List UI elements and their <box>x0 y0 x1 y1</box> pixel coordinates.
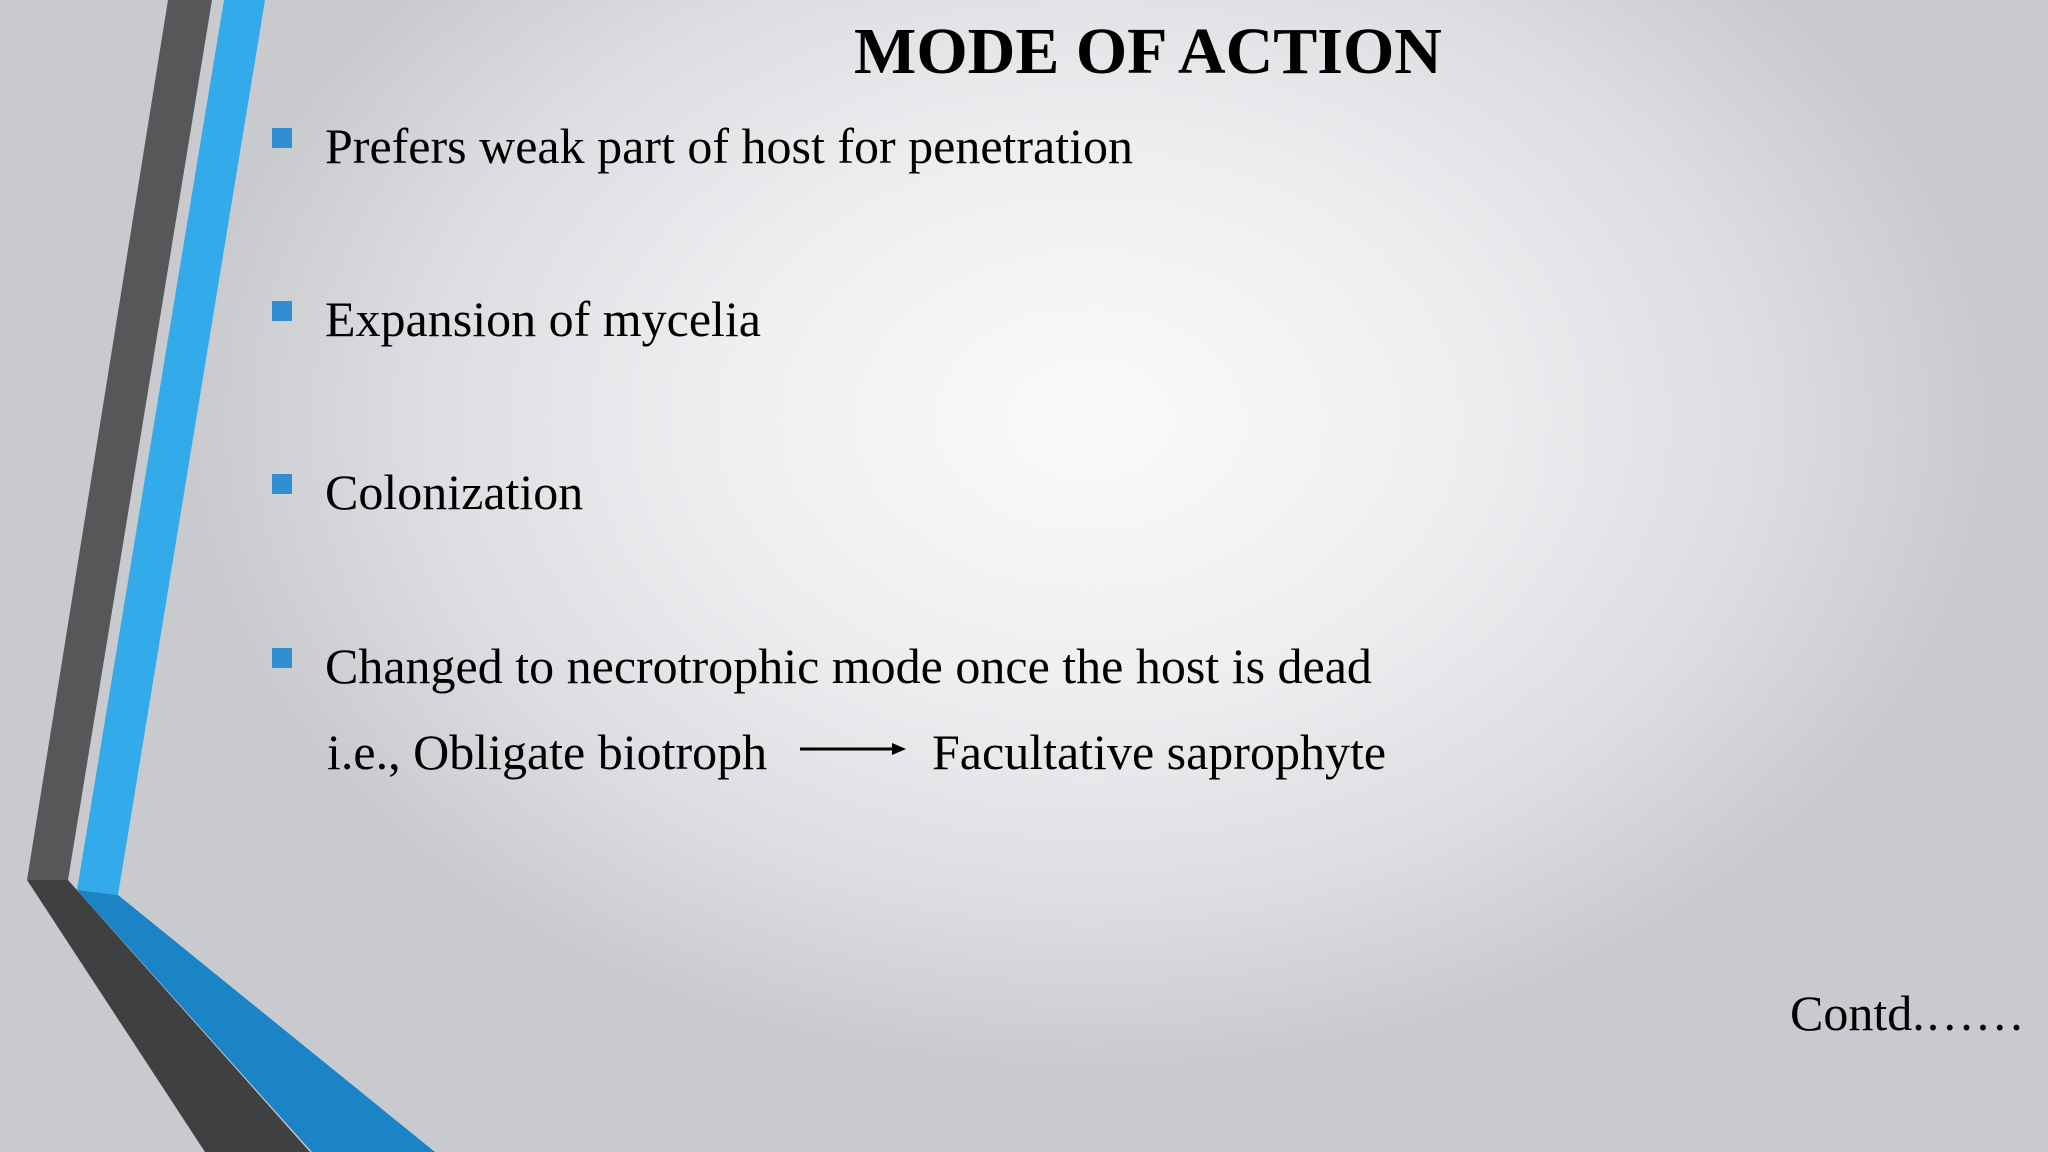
right-arrow-icon <box>800 741 906 757</box>
bullet-marker-1 <box>272 128 292 148</box>
bullet-text-4: Changed to necrotrophic mode once the host is dead <box>325 638 1372 694</box>
sub-line-left: i.e., Obligate biotroph <box>327 724 768 780</box>
bullet-text-3: Colonization <box>325 464 584 520</box>
bullet-marker-2 <box>272 301 292 321</box>
bullet-text-1: Prefers weak part of host for penetration <box>325 118 1134 174</box>
bullet-marker-3 <box>272 474 292 494</box>
continued-note: Contd.…… <box>1790 985 2025 1041</box>
slide-title: MODE OF ACTION <box>854 15 1442 88</box>
dark-gray-lower-stripe <box>27 880 310 1152</box>
sub-line-right: Facultative saprophyte <box>932 724 1387 780</box>
bullet-text-2: Expansion of mycelia <box>325 291 761 347</box>
bullet-marker-4 <box>272 648 292 668</box>
